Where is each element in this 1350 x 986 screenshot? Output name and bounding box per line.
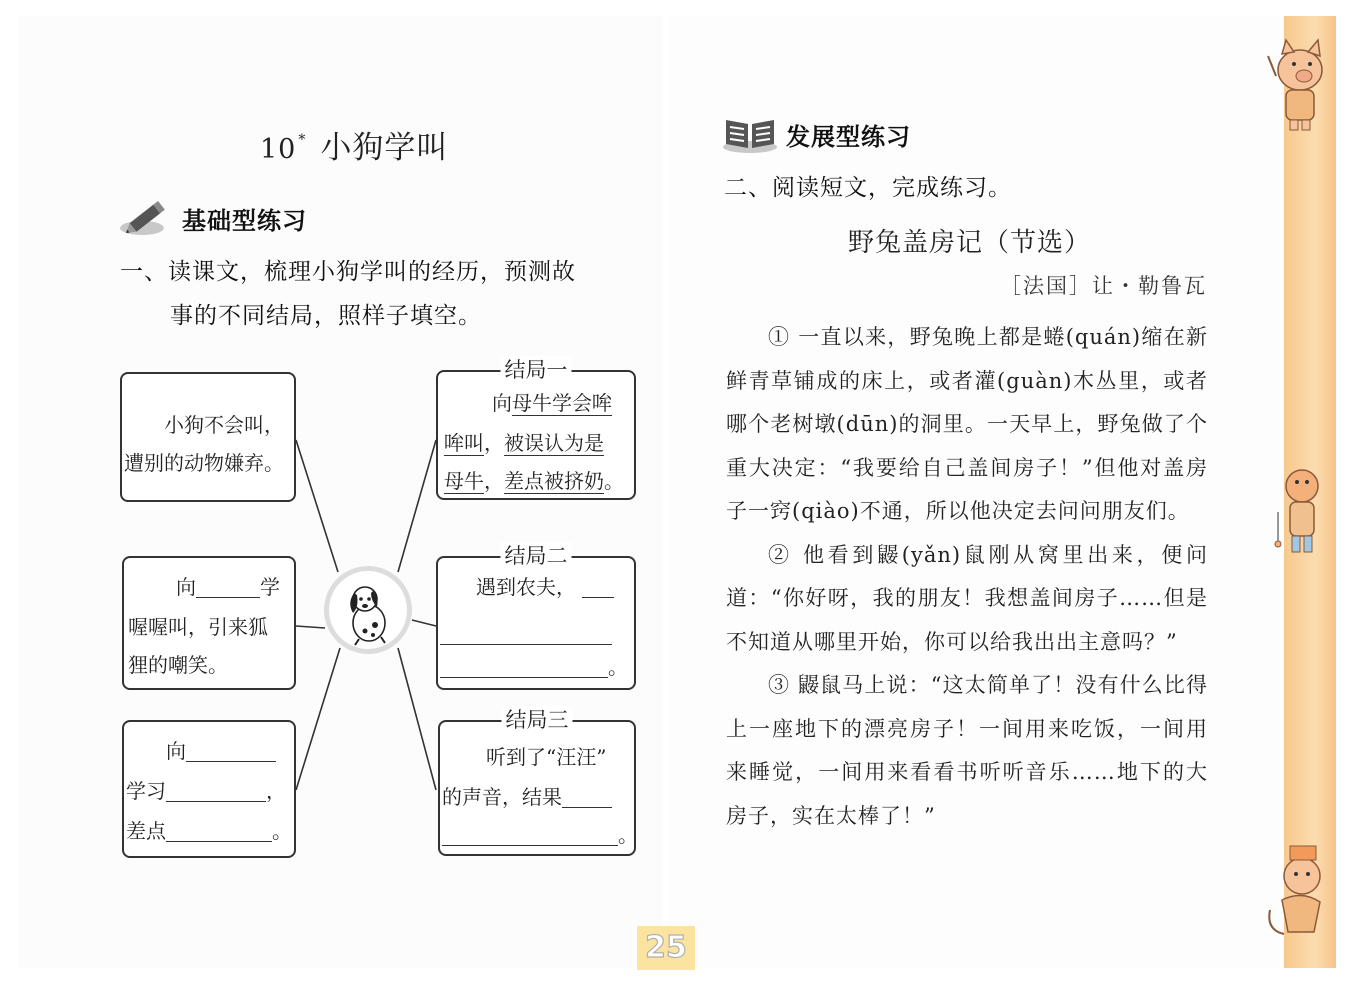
page-number: 25: [637, 926, 695, 970]
ending-1-label: 结局一: [501, 356, 572, 384]
ending-3-l1: 听到了“汪汪”: [486, 745, 607, 769]
box-third-l3: 差点: [126, 819, 166, 843]
ending-1-answer4: 母牛: [444, 469, 484, 493]
box-third-blank3[interactable]: [166, 817, 272, 842]
ending-1-box: [436, 358, 636, 500]
ending-3-l2: 的声音，结果: [442, 785, 562, 809]
question-1-line2: 事的不同结局，照样子填空。: [170, 303, 482, 329]
book-icon: [722, 114, 778, 154]
box-third-l1: 向: [166, 739, 186, 763]
ending-2-label: 结局二: [501, 542, 572, 570]
box-rooster-after: 学: [260, 575, 280, 599]
question-1-line1: 一、读课文，梳理小狗学叫的经历，预测故: [120, 259, 576, 285]
story-title: 野兔盖房记（节选）: [848, 228, 1092, 258]
ending-1-l1a: 向: [492, 391, 512, 415]
box-third-blank2[interactable]: [166, 777, 266, 802]
ending-3-end: 。: [618, 823, 638, 847]
box-start-line1: 小狗不会叫，: [164, 413, 284, 437]
ending-2-end: 。: [608, 655, 628, 679]
question-2: 二、阅读短文，完成练习。: [724, 175, 1012, 201]
box-rooster-line3: 狸的嘲笑。: [128, 653, 228, 677]
ending-3-blank2[interactable]: [442, 821, 618, 846]
diagram-box-third: [122, 720, 296, 858]
ending-2-blank1[interactable]: [582, 573, 614, 598]
ending-1-answer2: 哞叫: [444, 431, 484, 455]
story-author: ［法国］让・勒鲁瓦: [1000, 274, 1207, 298]
ending-2-box: [436, 544, 636, 690]
box-third-blank1[interactable]: [186, 737, 276, 762]
lesson-name: 小狗学叫: [320, 130, 449, 166]
story-paragraph-2: ② 他看到鼹(yǎn)鼠刚从窝里出来，便问道：“你好呀，我的朋友！我想盖间房子……但是不知道从哪里开始，你可以给我出出主意吗？”: [726, 542, 1208, 654]
center-dog-medallion: [324, 566, 412, 654]
ending-1-answer5: 差点被挤奶: [504, 469, 604, 493]
dog-icon: [329, 571, 407, 649]
box-rooster-prefix: 向: [176, 575, 196, 599]
ending-1-comma2: ，: [484, 469, 504, 493]
box-start-line2: 遭别的动物嫌弃。: [124, 451, 284, 475]
develop-section-header: [722, 114, 911, 154]
diagram-box-rooster: [122, 556, 296, 690]
pig-mascot-icon: [1256, 36, 1338, 136]
ending-2-blank2[interactable]: [440, 620, 612, 645]
ending-3-blank1[interactable]: [562, 783, 612, 808]
ending-2-blank3[interactable]: [440, 653, 608, 678]
lesson-marker: *: [298, 132, 307, 148]
ending-3-box: [438, 708, 638, 856]
story-paragraph-3: ③ 鼹鼠马上说：“这太简单了！没有什么比得上一座地下的漂亮房子！一间用来吃饭，一间用来睡觉，一间用来看看书听听音乐……地下的大房子，实在太棒了！”: [726, 673, 1208, 828]
box-third-l2-end: ，: [266, 779, 286, 803]
ending-3-label: 结局三: [502, 706, 573, 734]
diagram-box-start: [120, 372, 296, 502]
dog-mascot-icon: [1270, 462, 1330, 562]
fox-mascot-icon: [1262, 840, 1334, 940]
ending-2-l1: 遇到农夫，: [476, 575, 576, 599]
box-rooster-line2: 喔喔叫，引来狐: [128, 615, 268, 639]
develop-section-label: 发展型练习: [786, 122, 911, 151]
ending-1-period: 。: [604, 469, 624, 493]
basic-section-label: 基础型练习: [182, 206, 307, 235]
ending-1-answer3: 被误认为是: [504, 431, 604, 455]
box-third-l3-end: 。: [272, 819, 292, 843]
box-third-l2: 学习: [126, 779, 166, 803]
ending-1-comma1: ，: [484, 431, 504, 455]
story-text: [726, 316, 1208, 838]
box-rooster-blank[interactable]: [196, 573, 260, 598]
lesson-number: 10: [260, 134, 297, 165]
story-paragraph-1: ① 一直以来，野兔晚上都是蜷(quán)缩在新鲜青草铺成的床上，或者灌(guàn)木丛里，或者哪个老树墩(dūn)的洞里。一天早上，野兔做了个重大决定：“我要给自己盖间房子！”但他对盖房子一窍(qiào)不通，所以他决定去问问朋友们。: [726, 325, 1208, 523]
ending-1-answer1: 母牛学会哞: [512, 391, 612, 415]
